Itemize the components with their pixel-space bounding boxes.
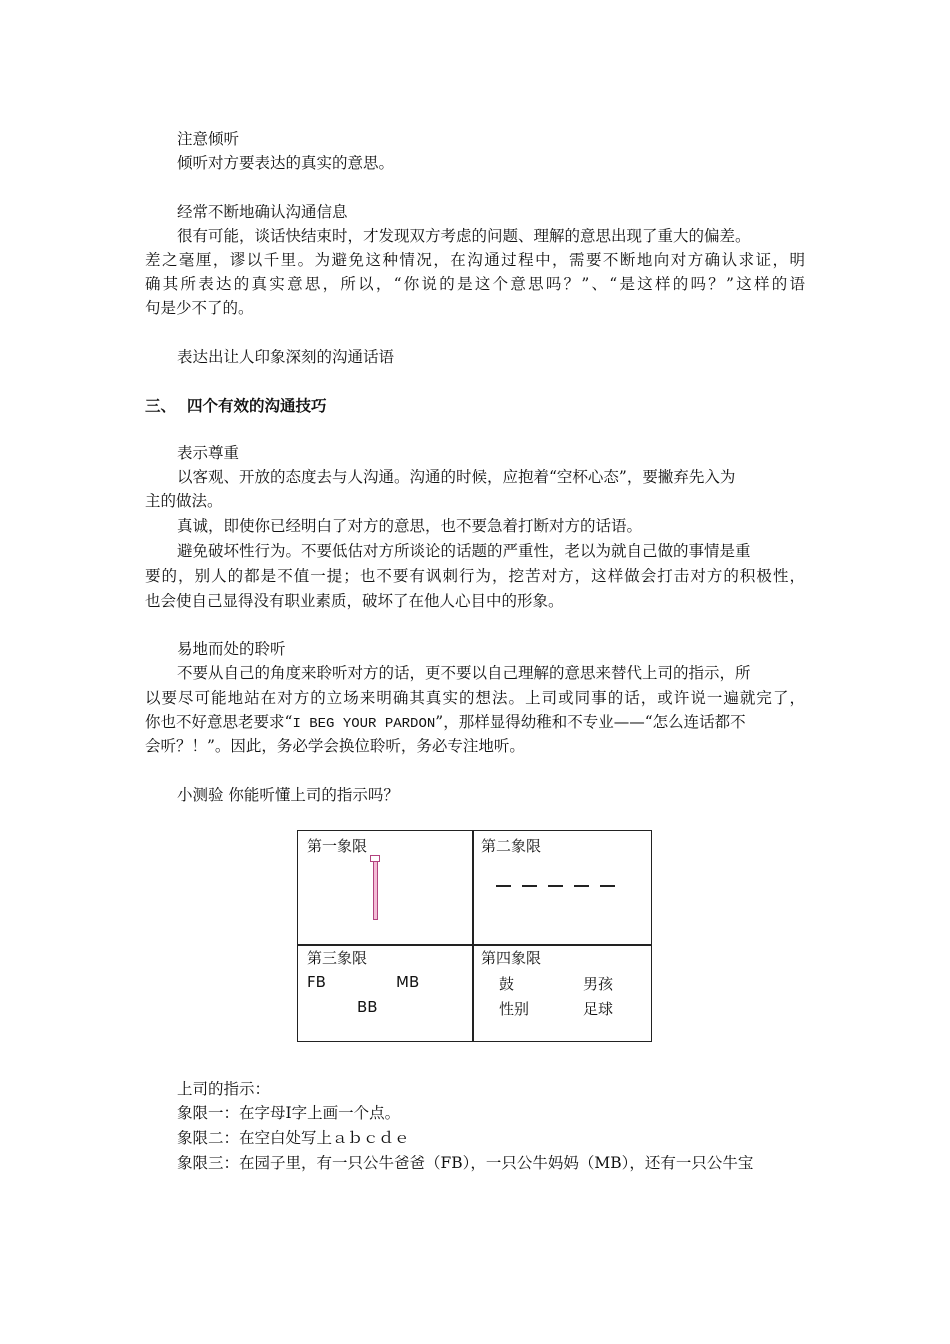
blank-dash [496,885,511,887]
blank-dash [522,885,537,887]
heading-confirm: 经常不断地确认沟通信息 [177,203,348,221]
paragraph-empathy-line: 会听？！”。因此，务必学会换位聆听，务必专注地听。 [145,737,525,755]
paragraph-empathy-line: 不要从自己的角度来聆听对方的话，更不要以自己理解的意思来替代上司的指示，所 [177,664,751,682]
quadrant-divider-horizontal [298,944,651,946]
paragraph-respect-line: 真诚，即使你已经明白了对方的意思，也不要急着打断对方的话语。 [177,517,643,535]
heading-empathy: 易地而处的聆听 [177,640,286,658]
quiz-title: 小测验 你能听懂上司的指示吗？ [177,786,399,804]
quadrant-4-label: 第四象限 [481,949,542,967]
heading-impress: 表达出让人印象深刻的沟通话语 [177,348,395,366]
heading-listen: 注意倾听 [177,130,240,148]
paragraph-empathy-line [145,710,746,736]
quadrant-4-word: 男孩 [583,975,614,993]
quadrant-3-label: 第三象限 [307,949,368,967]
paragraph-respect-line: 要的，别人的都是不值一提；也不要有讽刺行为，挖苦对方，这样做会打击对方的积极性， [145,567,805,585]
quadrant-2-label: 第二象限 [481,837,542,855]
paragraph-listen: 倾听对方要表达的真实的意思。 [177,154,395,172]
quadrant-4-word: 性别 [499,1000,530,1018]
empathy-text-mono: I BEG YOUR PARDON [292,716,436,732]
quadrant-figure [297,830,652,1042]
quadrant-3-fb: FB [307,973,326,991]
quadrant-3-bb: BB [357,998,378,1016]
paragraph-respect-line: 也会使自己显得没有职业素质，破坏了在他人心目中的形象。 [145,592,564,610]
blank-dash [600,885,615,887]
paragraph-confirm-line: 句是少不了的。 [145,299,254,317]
instructions-heading: 上司的指示： [177,1080,271,1098]
paragraph-empathy-line: 以要尽可能地站在对方的立场来明确其真实的想法。上司或同事的话，或许说一遍就完了， [145,689,805,707]
chapter-title: 四个有效的沟通技巧 [187,396,327,415]
letter-i-stem-icon [373,861,378,920]
quadrant-divider-vertical [472,831,474,1041]
empathy-text-a: 你也不好意思老要求“ [145,713,293,731]
instruction-item: 象限三：在园子里，有一只公牛爸爸（FB），一只公牛妈妈（MB），还有一只公牛宝 [177,1154,754,1172]
empathy-text-b: ”，那样显得幼稚和不专业——“怎么连话都不 [435,713,746,731]
paragraph-respect-line: 避免破坏性行为。不要低估对方所谈论的话题的严重性，老以为就自己做的事情是重 [177,542,751,560]
instruction-item: 象限二：在空白处写上ａｂｃｄｅ [177,1129,410,1147]
paragraph-respect-line: 以客观、开放的态度去与人沟通。沟通的时候，应抱着“空杯心态”，要撇弃先入为 [177,468,736,486]
quadrant-3-mb: MB [396,973,420,991]
quadrant-1-label: 第一象限 [307,837,368,855]
quadrant-4-word: 鼓 [499,975,515,993]
blank-dash [548,885,563,887]
heading-respect: 表示尊重 [177,444,240,462]
quadrant-4-word: 足球 [583,1000,614,1018]
paragraph-confirm-line: 很有可能，谈话快结束时，才发现双方考虑的问题、理解的意思出现了重大的偏差。 [177,227,751,245]
paragraph-confirm-line: 确其所表达的真实意思，所以，“你说的是这个意思吗？”、“是这样的吗？”这样的语 [145,275,805,293]
paragraph-respect-line: 主的做法。 [145,492,223,510]
chapter-number: 三、 [145,396,177,415]
instruction-item: 象限一：在字母Ⅰ字上画一个点。 [177,1104,401,1122]
blank-dashes [496,885,615,887]
blank-dash [574,885,589,887]
paragraph-confirm-line: 差之毫厘，谬以千里。为避免这种情况，在沟通过程中，需要不断地向对方确认求证，明 [145,251,805,269]
